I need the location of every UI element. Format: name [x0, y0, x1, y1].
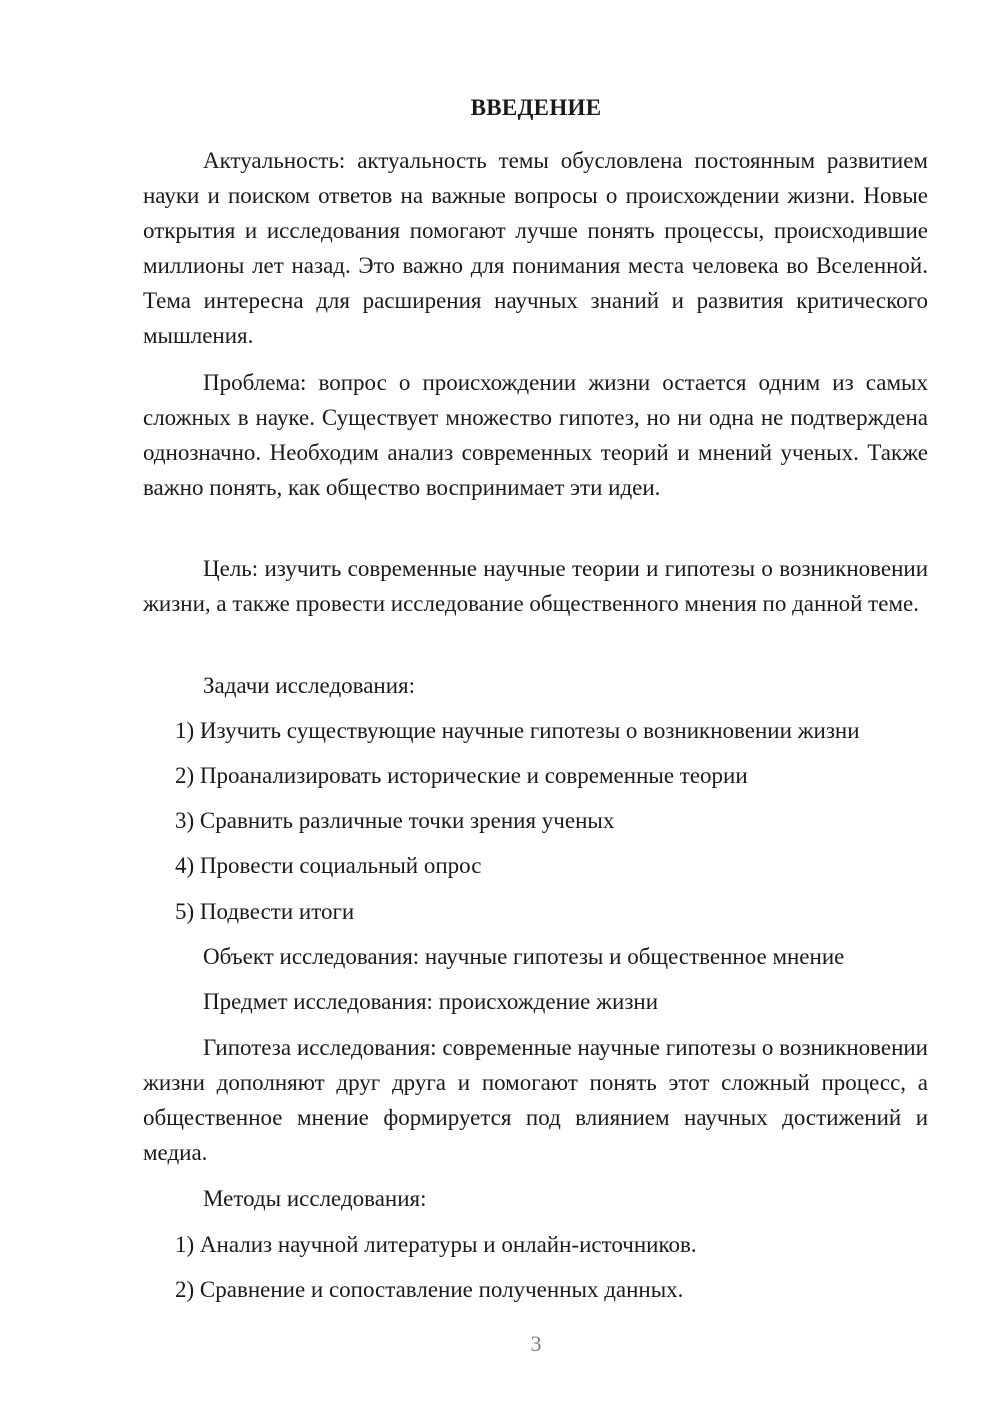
relevance-paragraph: Актуальность: актуальность темы обусловлена постоянным развитием науки и поиском ответов на важные вопросы о происхождении жизни. Новые открытия и исследования помогают лучше понять процессы, происходившие миллионы лет назад. Это важно для понимания места человека во Вселенной. Тема интересна для расширения научных знаний и развития критического мышления. [143, 148, 928, 348]
section-heading: ВВЕДЕНИЕ [470, 95, 602, 120]
problem-paragraph: Проблема: вопрос о происхождении жизни остается одним из самых сложных в науке. Существует множество гипотез, но ни одна не подтверждена однозначно. Необходим анализ современных теорий и мнений ученых. Также важно понять, как общество воспринимает эти идеи. [143, 370, 928, 500]
task-item-5: 5) Подвести итоги [175, 899, 355, 924]
research-object: Объект исследования: научные гипотезы и общественное мнение [203, 944, 845, 969]
tasks-heading: Задачи исследования: [203, 673, 416, 698]
methods-heading: Методы исследования: [203, 1186, 427, 1211]
hypothesis-paragraph: Гипотеза исследования: современные научные гипотезы о возникновении жизни дополняют друг друга и помогают понять этот сложный процесс, а общественное мнение формируется под влиянием научных достижений и медиа. [143, 1035, 928, 1165]
goal-paragraph: Цель: изучить современные научные теории и гипотезы о возникновении жизни, а также провести исследование общественного мнения по данной теме. [143, 556, 928, 616]
page-number: 3 [530, 1331, 542, 1356]
task-item-1: 1) Изучить существующие научные гипотезы о возникновении жизни [175, 718, 860, 743]
method-item-2: 2) Сравнение и сопоставление полученных данных. [175, 1277, 684, 1302]
method-item-1: 1) Анализ научной литературы и онлайн-источников. [175, 1232, 697, 1257]
task-item-3: 3) Сравнить различные точки зрения ученых [175, 808, 615, 833]
research-subject: Предмет исследования: происхождение жизни [203, 989, 659, 1014]
task-item-2: 2) Проанализировать исторические и современные теории [175, 763, 748, 788]
task-item-4: 4) Провести социальный опрос [175, 853, 482, 878]
